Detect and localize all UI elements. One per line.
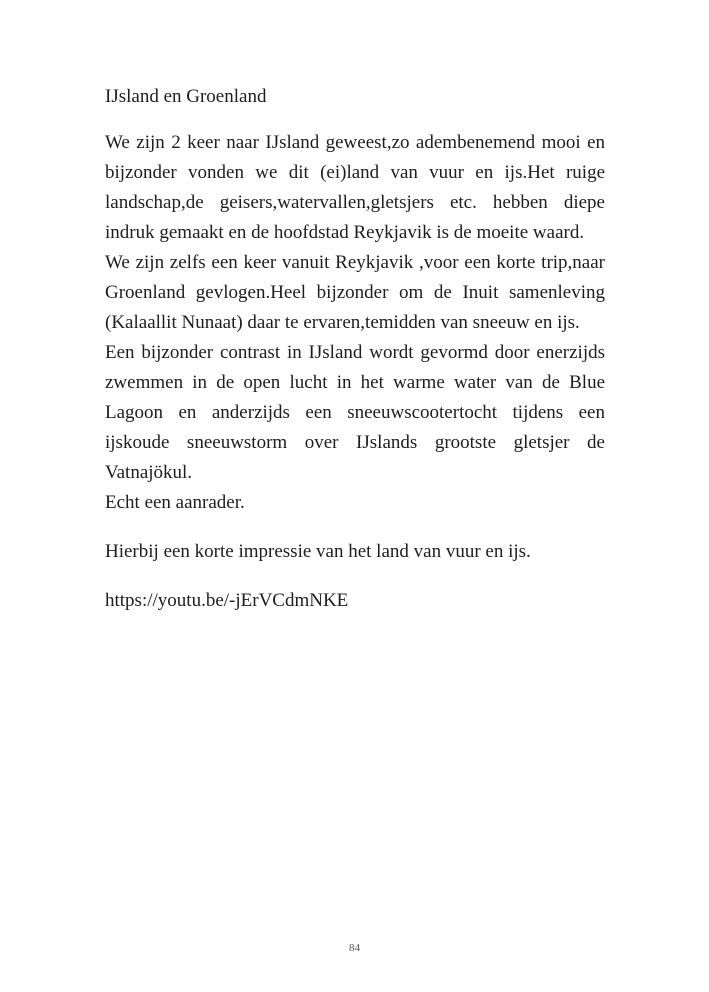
page-title: IJsland en Groenland [105,86,267,107]
paragraph-intro-iceland: We zijn 2 keer naar IJsland geweest,zo adembenemend mooi en bijzonder vonden we dit (ei)land van vuur en ijs.Het ruige landschap,de geisers,watervallen,gletsjers etc. hebben diepe indruk gemaakt en de hoofdstad Reykjavik is de moeite waard. [105,132,605,243]
paragraph-impression: Hierbij een korte impressie van het land van vuur en ijs. [105,541,531,562]
paragraph-recommendation: Echt een aanrader. [105,492,245,513]
youtube-link[interactable]: https://youtu.be/-jErVCdmNKE [105,590,349,611]
paragraph-contrast: Een bijzonder contrast in IJsland wordt gevormd door enerzijds zwemmen in de open lucht in het warme water van de Blue Lagoon en anderzijds een sneeuwscootertocht tijdens een ijskoude sneeuwstorm over IJslands grootste gletsjer de Vatnajökul. [105,342,605,483]
page-number: 84 [349,942,360,954]
paragraph-greenland-trip: We zijn zelfs een keer vanuit Reykjavik ,voor een korte trip,naar Groenland gevlogen.Heel bijzonder om de Inuit samenleving (Kalaallit Nunaat) daar te ervaren,temidden van sneeuw en ijs. [105,252,605,333]
